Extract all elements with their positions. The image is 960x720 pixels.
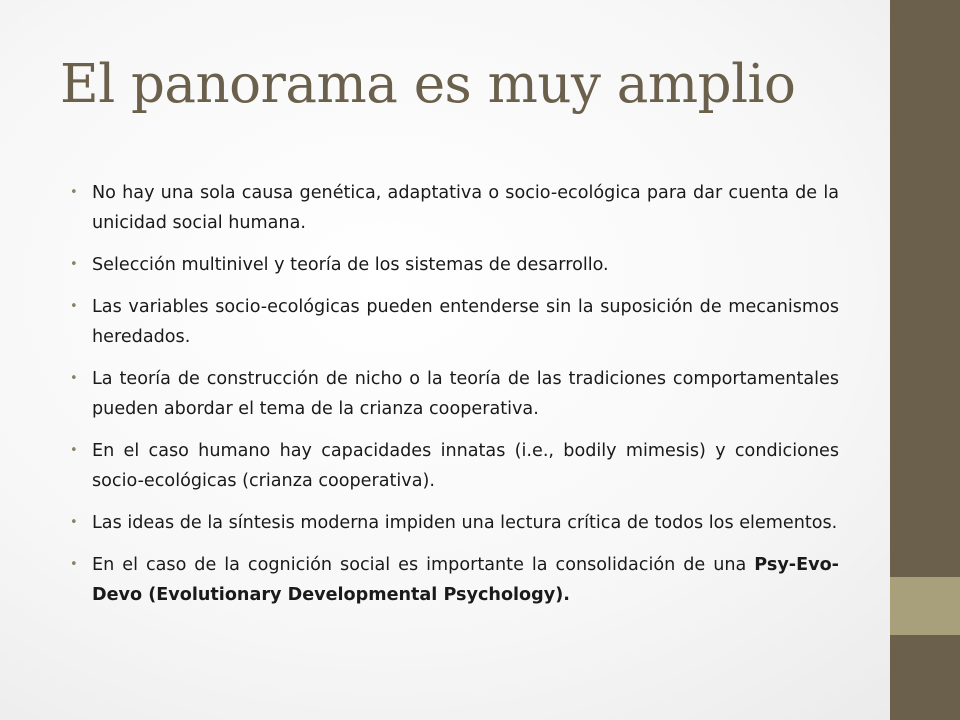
bullet-text: Las variables socio-ecológicas pueden entenderse sin la suposición de mecanismos heredados. bbox=[92, 297, 839, 347]
bullet-item bbox=[70, 250, 839, 280]
bullet-text: En el caso humano hay capacidades innatas (i.e., bodily mimesis) y condiciones socio-ecológicas (crianza cooperativa). bbox=[92, 441, 839, 491]
bullet-dot-icon: • bbox=[70, 515, 78, 530]
bullet-item bbox=[70, 436, 839, 496]
bullet-dot-icon: • bbox=[70, 299, 78, 314]
bullet-item bbox=[70, 292, 839, 352]
bullet-dot-icon: • bbox=[70, 185, 78, 200]
bullet-dot-icon: • bbox=[70, 443, 78, 458]
slide-title: El panorama es muy amplio bbox=[60, 54, 796, 115]
bullet-list bbox=[70, 178, 839, 622]
bullet-dot-icon: • bbox=[70, 371, 78, 386]
bullet-text: En el caso de la cognición social es importante la consolidación de una bbox=[92, 555, 755, 575]
side-accent-block bbox=[890, 577, 960, 635]
bullet-item bbox=[70, 178, 839, 238]
bullet-dot-icon: • bbox=[70, 557, 78, 572]
bullet-text: No hay una sola causa genética, adaptativa o socio-ecológica para dar cuenta de la unicidad social humana. bbox=[92, 183, 839, 233]
bullet-item bbox=[70, 508, 839, 538]
bullet-item bbox=[70, 550, 839, 610]
bullet-text: Las ideas de la síntesis moderna impiden una lectura crítica de todos los elementos. bbox=[92, 513, 838, 533]
bullet-text: La teoría de construcción de nicho o la teoría de las tradiciones comportamentales pueden abordar el tema de la crianza cooperativa. bbox=[92, 369, 839, 419]
bullet-text: Selección multinivel y teoría de los sistemas de desarrollo. bbox=[92, 255, 609, 275]
bullet-dot-icon: • bbox=[70, 257, 78, 272]
bullet-item bbox=[70, 364, 839, 424]
bullet-bold-text: Psy-Evo-Devo (Evolutionary Developmental Psychology). bbox=[92, 555, 839, 605]
